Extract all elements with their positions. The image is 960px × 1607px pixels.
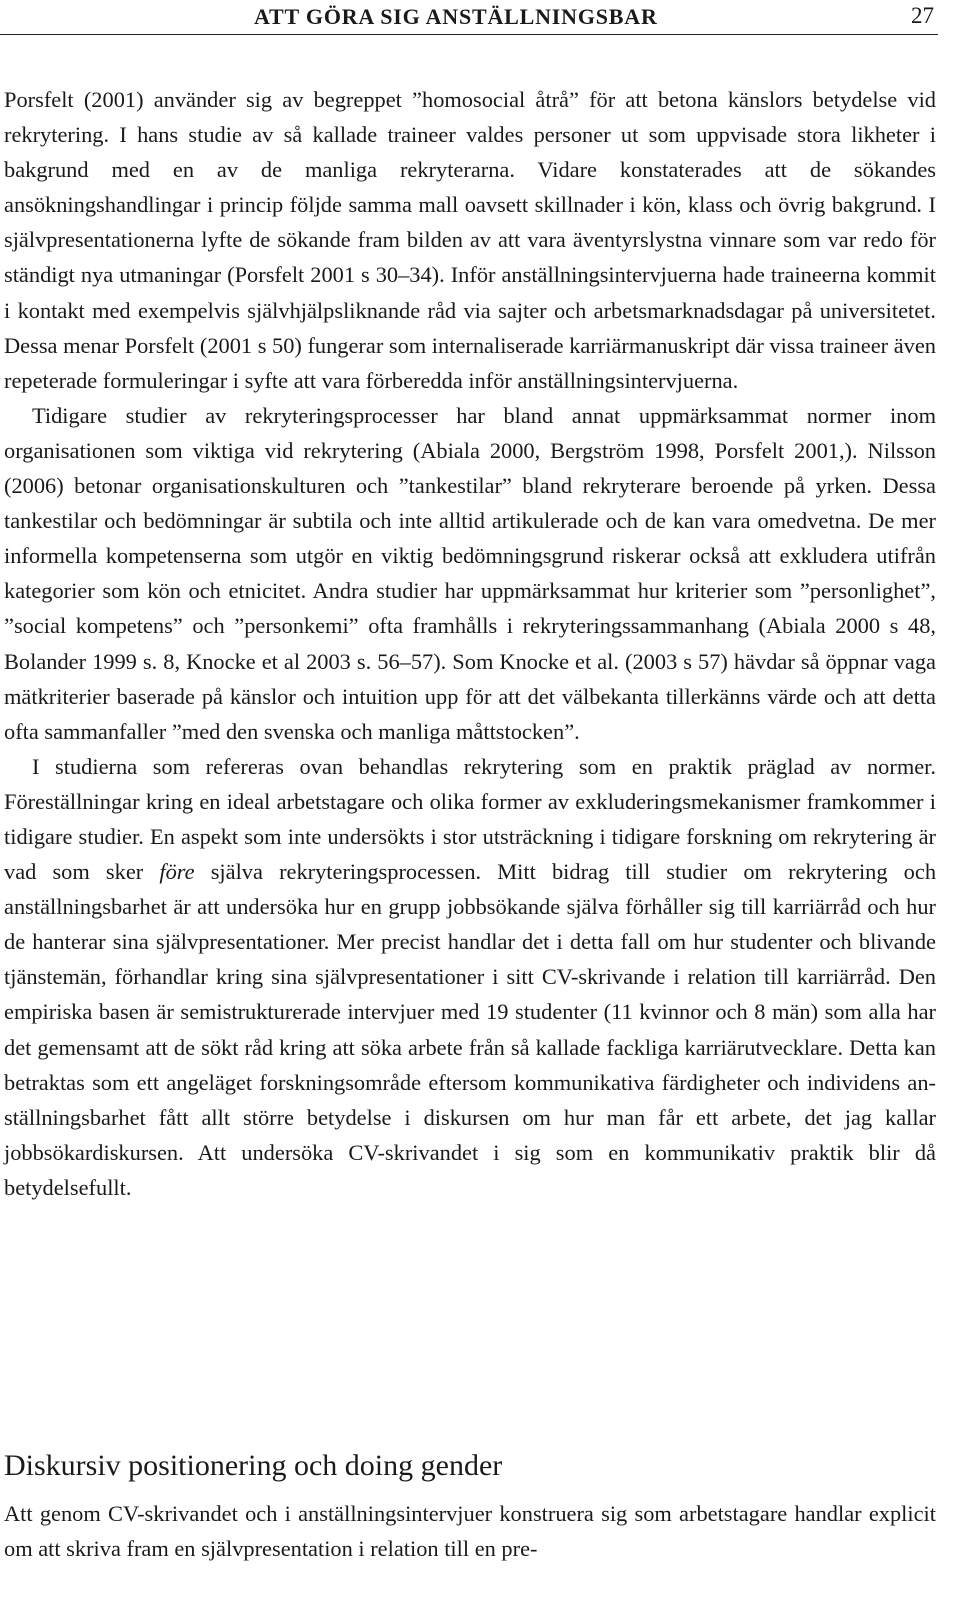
emphasis-fore: före — [159, 859, 195, 885]
paragraph-contribution-part-1: I studierna som refereras ovan behandlas rekrytering som en praktik präglad av normer. Föreställningar kring en ideal arbetstagare och olika former av exkluderingsmekanismer framkommer i tidigare studier. En aspekt som inte undersökts i stor utsträckning i tidigare forskning om rekrytering är vad som sker — [4, 753, 936, 885]
page-number: 27 — [911, 3, 934, 28]
running-title: ATT GÖRA SIG ANSTÄLLNINGSBAR — [254, 4, 658, 29]
section-heading: Diskursiv positionering och doing gender — [4, 1449, 503, 1482]
paragraph-discursive-positioning: Att genom CV-skrivandet och i anställningsintervjuer konstruera sig som arbetstagare handlar explicit om att skriva fram en självpresentation i relation till en pre- — [4, 1501, 936, 1562]
paragraph-previous-studies: Tidigare studier av rekryteringsprocesser har bland annat uppmärksammat normer inom organisationen som viktiga vid rekrytering (Abiala 2000, Bergström 1998, Porsfelt 2001,). Nilsson (2006) betonar organisationskulturen och ”tankestilar” bland rekryterare beroende på yrken. Dessa tankestilar och bedömningar är subtila och inte alltid artikulerade och de kan vara omedvetna. De mer informella kompetenserna som utgör en viktig bedömningsgrund riskerar också att exkludera utifrån kategorier som kön och etnicitet. Andra studier har uppmärksammat hur kriterier som ”personlighet”, ”social kompetens” och ”personkemi” ofta framhålls i rekryteringssammanhang (Abiala 2000 s 48, Bolander 1999 s. 8, Knocke et al 2003 s. 56–57). Som Knocke et al. (2003 s 57) hävdar så öppnar vaga mätkriterier baserade på känslor och intuition upp för att det välbekanta tillerkänns värde och att detta ofta sammanfaller ”med den svenska och manliga måttstocken”. — [4, 402, 936, 744]
paragraph-homosocial: Porsfelt (2001) använder sig av begreppet ”homosocial åtrå” för att betona känslors betydelse vid rekrytering. I hans studie av så kallade traineer valdes personer ut som uppvisade stora likheter i bakgrund med en av de manliga rekryterarna. Vidare konstaterades att de sökandes ansökningshandlingar i princip följde samma mall oavsett skillnader i kön, klass och övrig bakgrund. I självpresentationerna lyfte de sökande fram bilden av att vara äventyrslystna vinnare som var redo för ständigt nya utmaningar (Porsfelt 2001 s 30–34). Inför anställningsintervjuerna hade traineerna kommit i kontakt med exempelvis självhjälpsliknande råd via sajter och arbetsmarknadsdagar på universitetet. Dessa menar Porsfelt (2001 s 50) fungerar som internaliserade karriärmanuskript där vissa traineer även repeterade formuleringar i syfte att vara förberedda inför anställningsintervjuerna. — [4, 87, 936, 393]
paragraph-contribution-part-2: själva rekryteringsprocessen. Mitt bidrag till studier om rekrytering och anställningsbarhet är att undersöka hur en grupp jobbsökande själva förhåller sig till karriärråd och hur de hanterar sina självpresentationer. Mer precist handlar det i detta fall om hur studenter och blivande tjänstemän, förhandlar kring sina självpresentationer i sitt CV-skrivande i relation till karriärråd. Den empiriska basen är semistrukturerade intervjuer med 19 studenter (11 kvinnor och 8 män) som alla har det gemensamt att de sökt råd kring att söka arbete från så kallade fackliga karriärutvecklare. Detta kan betraktas som ett angeläget forskningsområde eftersom kommunikativa färdigheter och individens anställningsbarhet fått allt större betydelse i diskursen om hur man får ett arbete, det jag kallar jobbsökardiskursen. Att undersöka CV-skrivandet i sig som en kommunikativ praktik blir då betydelsefullt. — [4, 859, 937, 1200]
running-header — [0, 0, 938, 35]
paragraph-contribution — [4, 749, 936, 1205]
section-body — [4, 1496, 936, 1566]
body-text — [4, 82, 936, 1205]
